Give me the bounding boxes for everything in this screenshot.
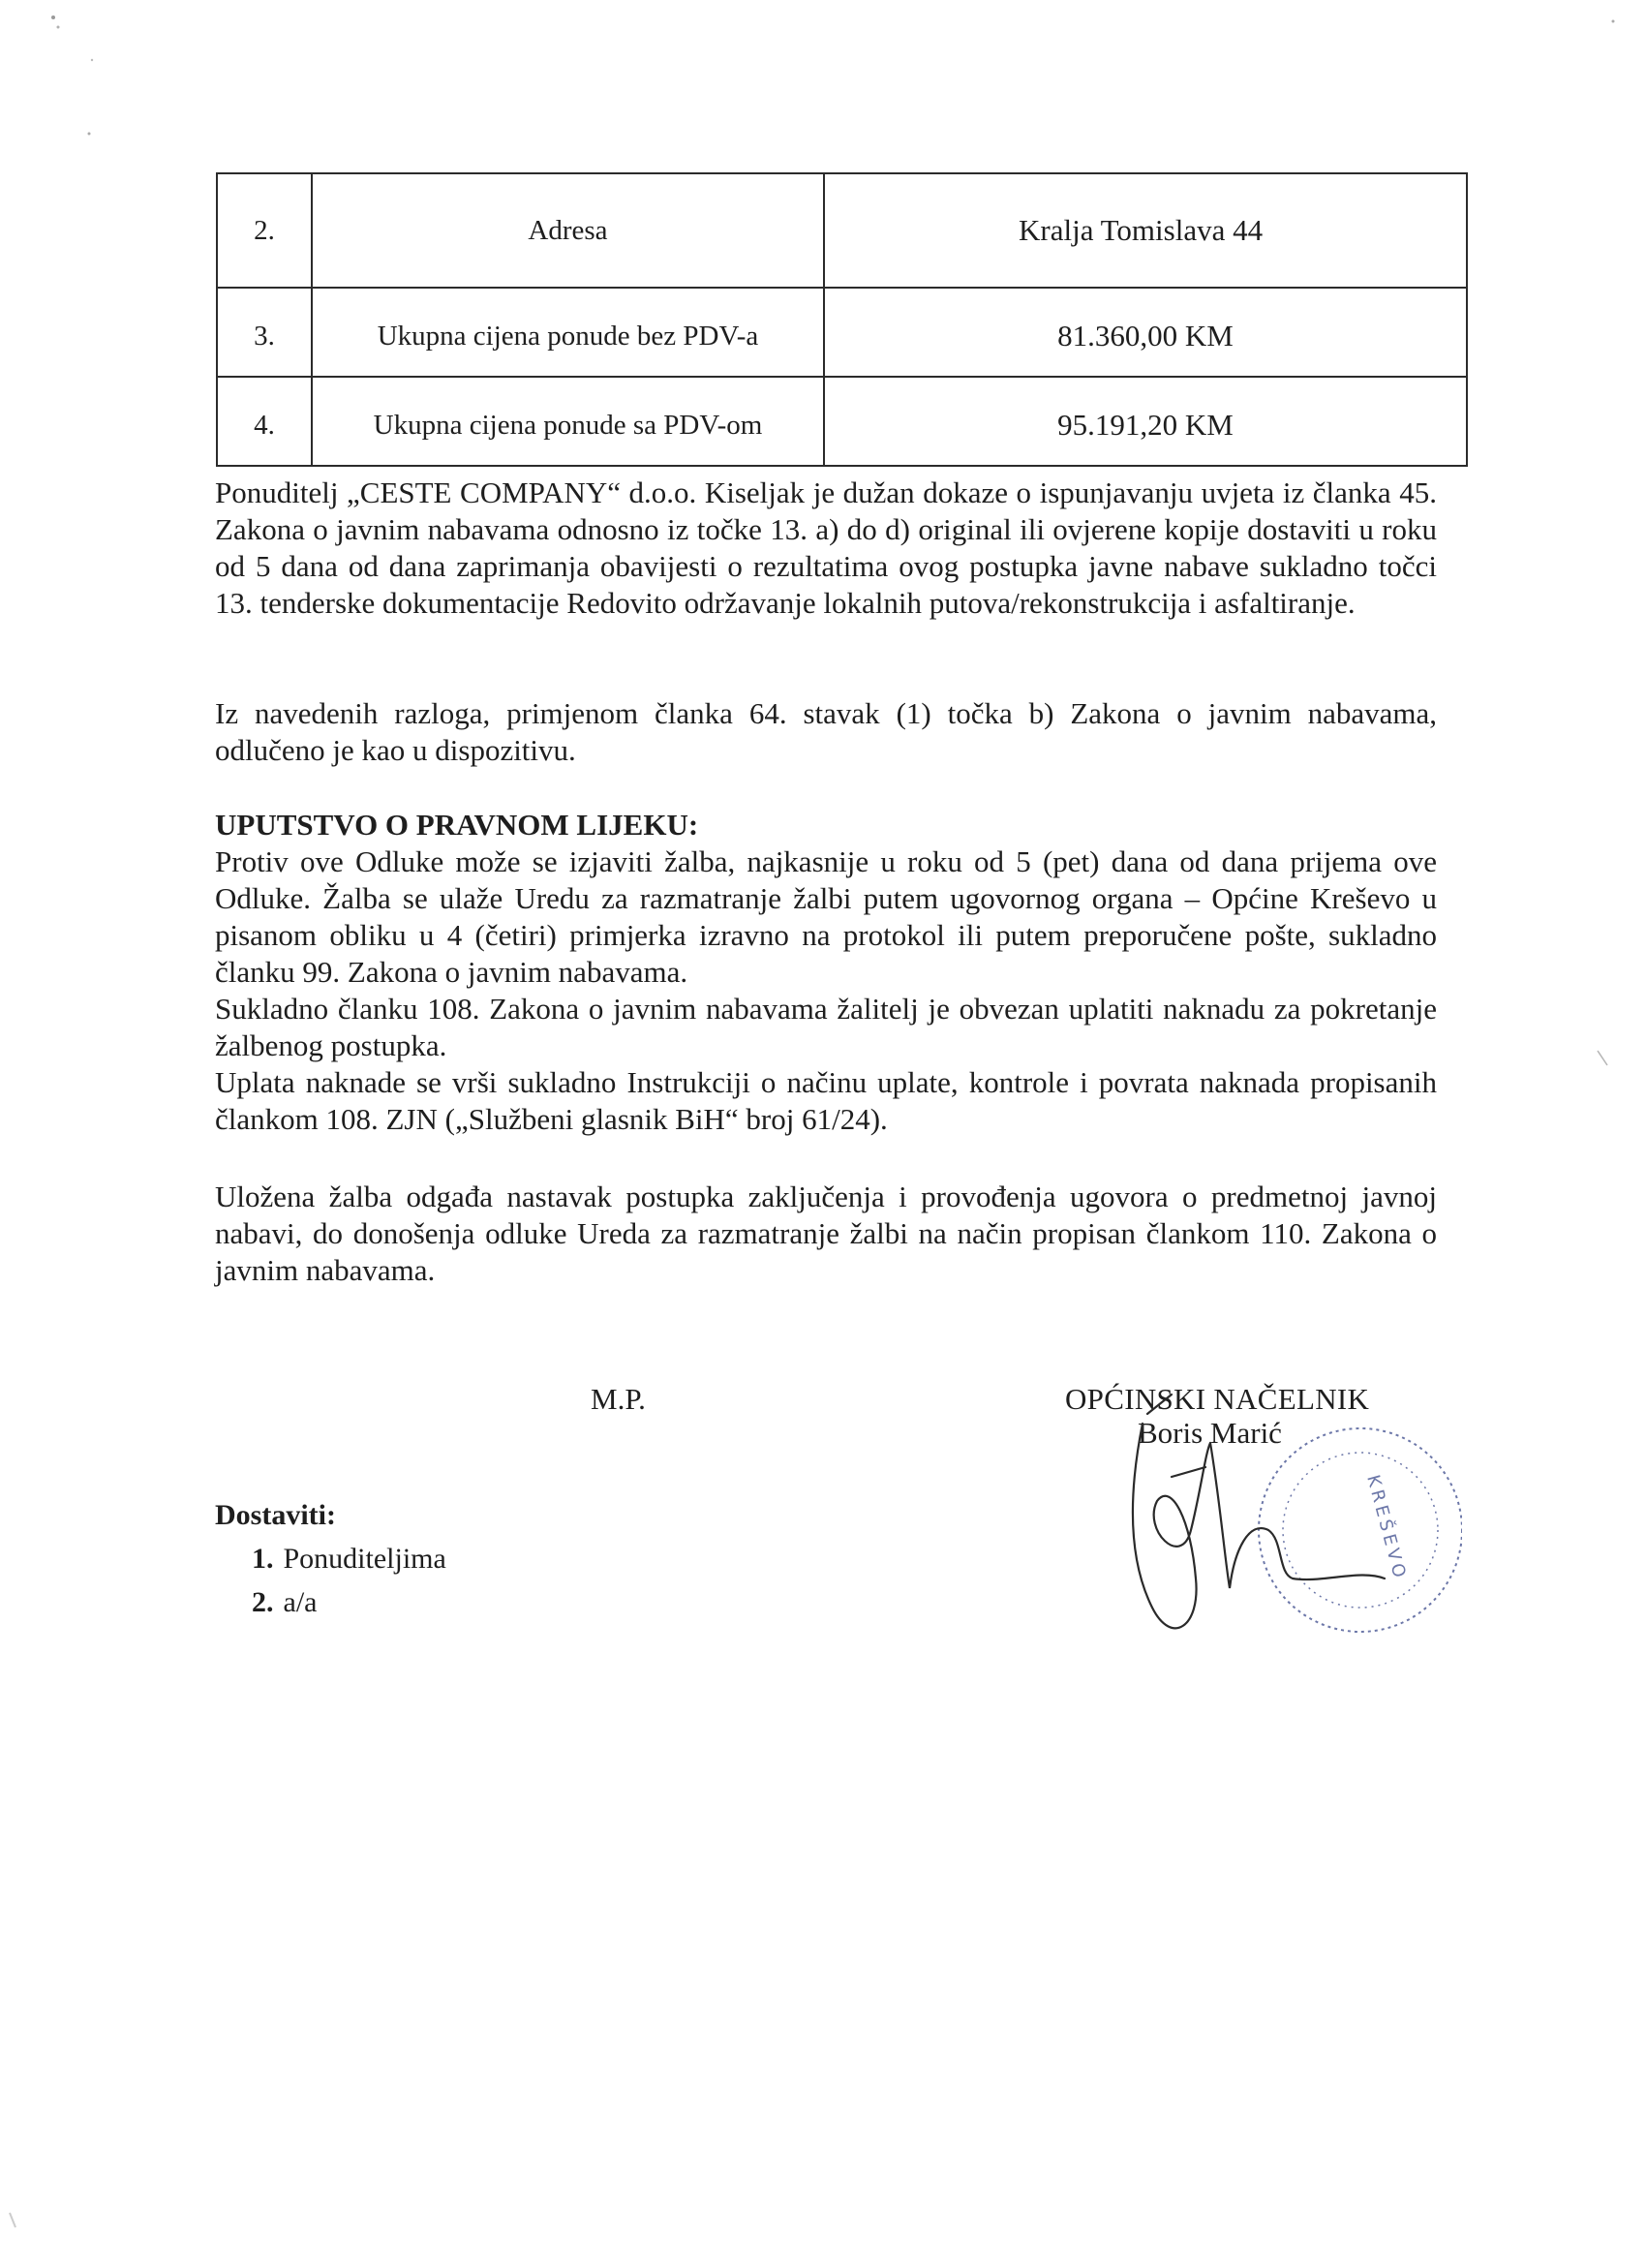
table-row: [217, 377, 1467, 466]
svg-text:KREŠEVO: KREŠEVO: [1362, 1472, 1411, 1584]
handwritten-signature: [1133, 1395, 1385, 1628]
list-item-number: 1.: [252, 1543, 274, 1575]
legal-remedy-section: [215, 807, 1437, 1138]
obligation-paragraph: Ponuditelj „CESTE COMPANY“ d.o.o. Kiseljak je dužan dokaze o ispunjavanju uvjeta iz članka 45. Zakona o javnim nabavama odnosno iz točke 13. a) do d) original ili ovjerene kopije dostaviti u roku od 5 dana od dana zaprimanja obavijesti o rezultatima ovog postupka javne nabave sukladno točci 13. tenderske dokumentacije Redovito održavanje lokalnih putova/rekonstrukcija i asfaltiranje.: [215, 475, 1437, 620]
row-value: 95.191,20 KM: [824, 377, 1467, 466]
signature-and-seal: [1113, 1385, 1462, 1656]
list-item-text: Ponuditeljima: [283, 1543, 446, 1575]
row-label: Ukupna cijena ponude sa PDV-om: [312, 377, 824, 466]
delivery-list: [215, 1493, 446, 1624]
offer-table: [216, 172, 1468, 467]
reasoning-paragraph: Iz navedenih razloga, primjenom članka 64. stavak (1) točka b) Zakona o javnim nabavama, odlučeno je kao u dispozitivu.: [215, 696, 1437, 767]
fee-paragraph: Sukladno članku 108. Zakona o javnim nabavama žalitelj je obvezan uplatiti naknadu za pokretanje žalbenog postupka.: [215, 992, 1437, 1062]
legal-remedy-paragraph: Protiv ove Odluke može se izjaviti žalba, najkasnije u roku od 5 (pet) dana od dana prijema ove Odluke. Žalba se ulaže Uredu za razmatranje žalbi putem ugovornog organa – Općine Kreševo u pisanom obliku u 4 (četiri) primjerka izravno na protokol ili putem preporučene pošte, sukladno članku 99. Zakona o javnim nabavama.: [215, 844, 1437, 989]
table-row: [217, 288, 1467, 377]
signatory-title: OPĆINSKI NAČELNIK: [1065, 1382, 1370, 1416]
seal-stamp: [1259, 1428, 1462, 1632]
row-number: 4.: [217, 377, 312, 466]
delivery-title: Dostaviti:: [215, 1499, 336, 1531]
row-number: 2.: [217, 173, 312, 288]
appeal-effect-paragraph: Uložena žalba odgađa nastavak postupka zaključenja i provođenja ugovora o predmetnoj javnoj nabavi, do donošenja odluke Ureda za razmatranje žalbi na način propisan člankom 110. Zakona o javnim nabavama.: [215, 1180, 1437, 1287]
stamp-place-label: M.P.: [591, 1382, 646, 1416]
row-value: Kralja Tomislava 44: [824, 173, 1467, 288]
list-item-number: 2.: [252, 1586, 274, 1618]
delivery-items: [215, 1537, 446, 1624]
legal-remedy-heading: UPUTSTVO O PRAVNOM LIJEKU:: [215, 808, 699, 842]
list-item: [252, 1537, 446, 1580]
row-number: 3.: [217, 288, 312, 377]
signatory-name: Boris Marić: [1138, 1416, 1282, 1450]
table-row: [217, 173, 1467, 288]
list-item: [252, 1580, 446, 1624]
list-item-text: a/a: [283, 1586, 318, 1618]
row-label: Ukupna cijena ponude bez PDV-a: [312, 288, 824, 377]
row-value: 81.360,00 KM: [824, 288, 1467, 377]
row-label: Adresa: [312, 173, 824, 288]
payment-paragraph: Uplata naknade se vrši sukladno Instrukciji o načinu uplate, kontrole i povrata naknada propisanih člankom 108. ZJN („Službeni glasnik BiH“ broj 61/24).: [215, 1065, 1437, 1136]
